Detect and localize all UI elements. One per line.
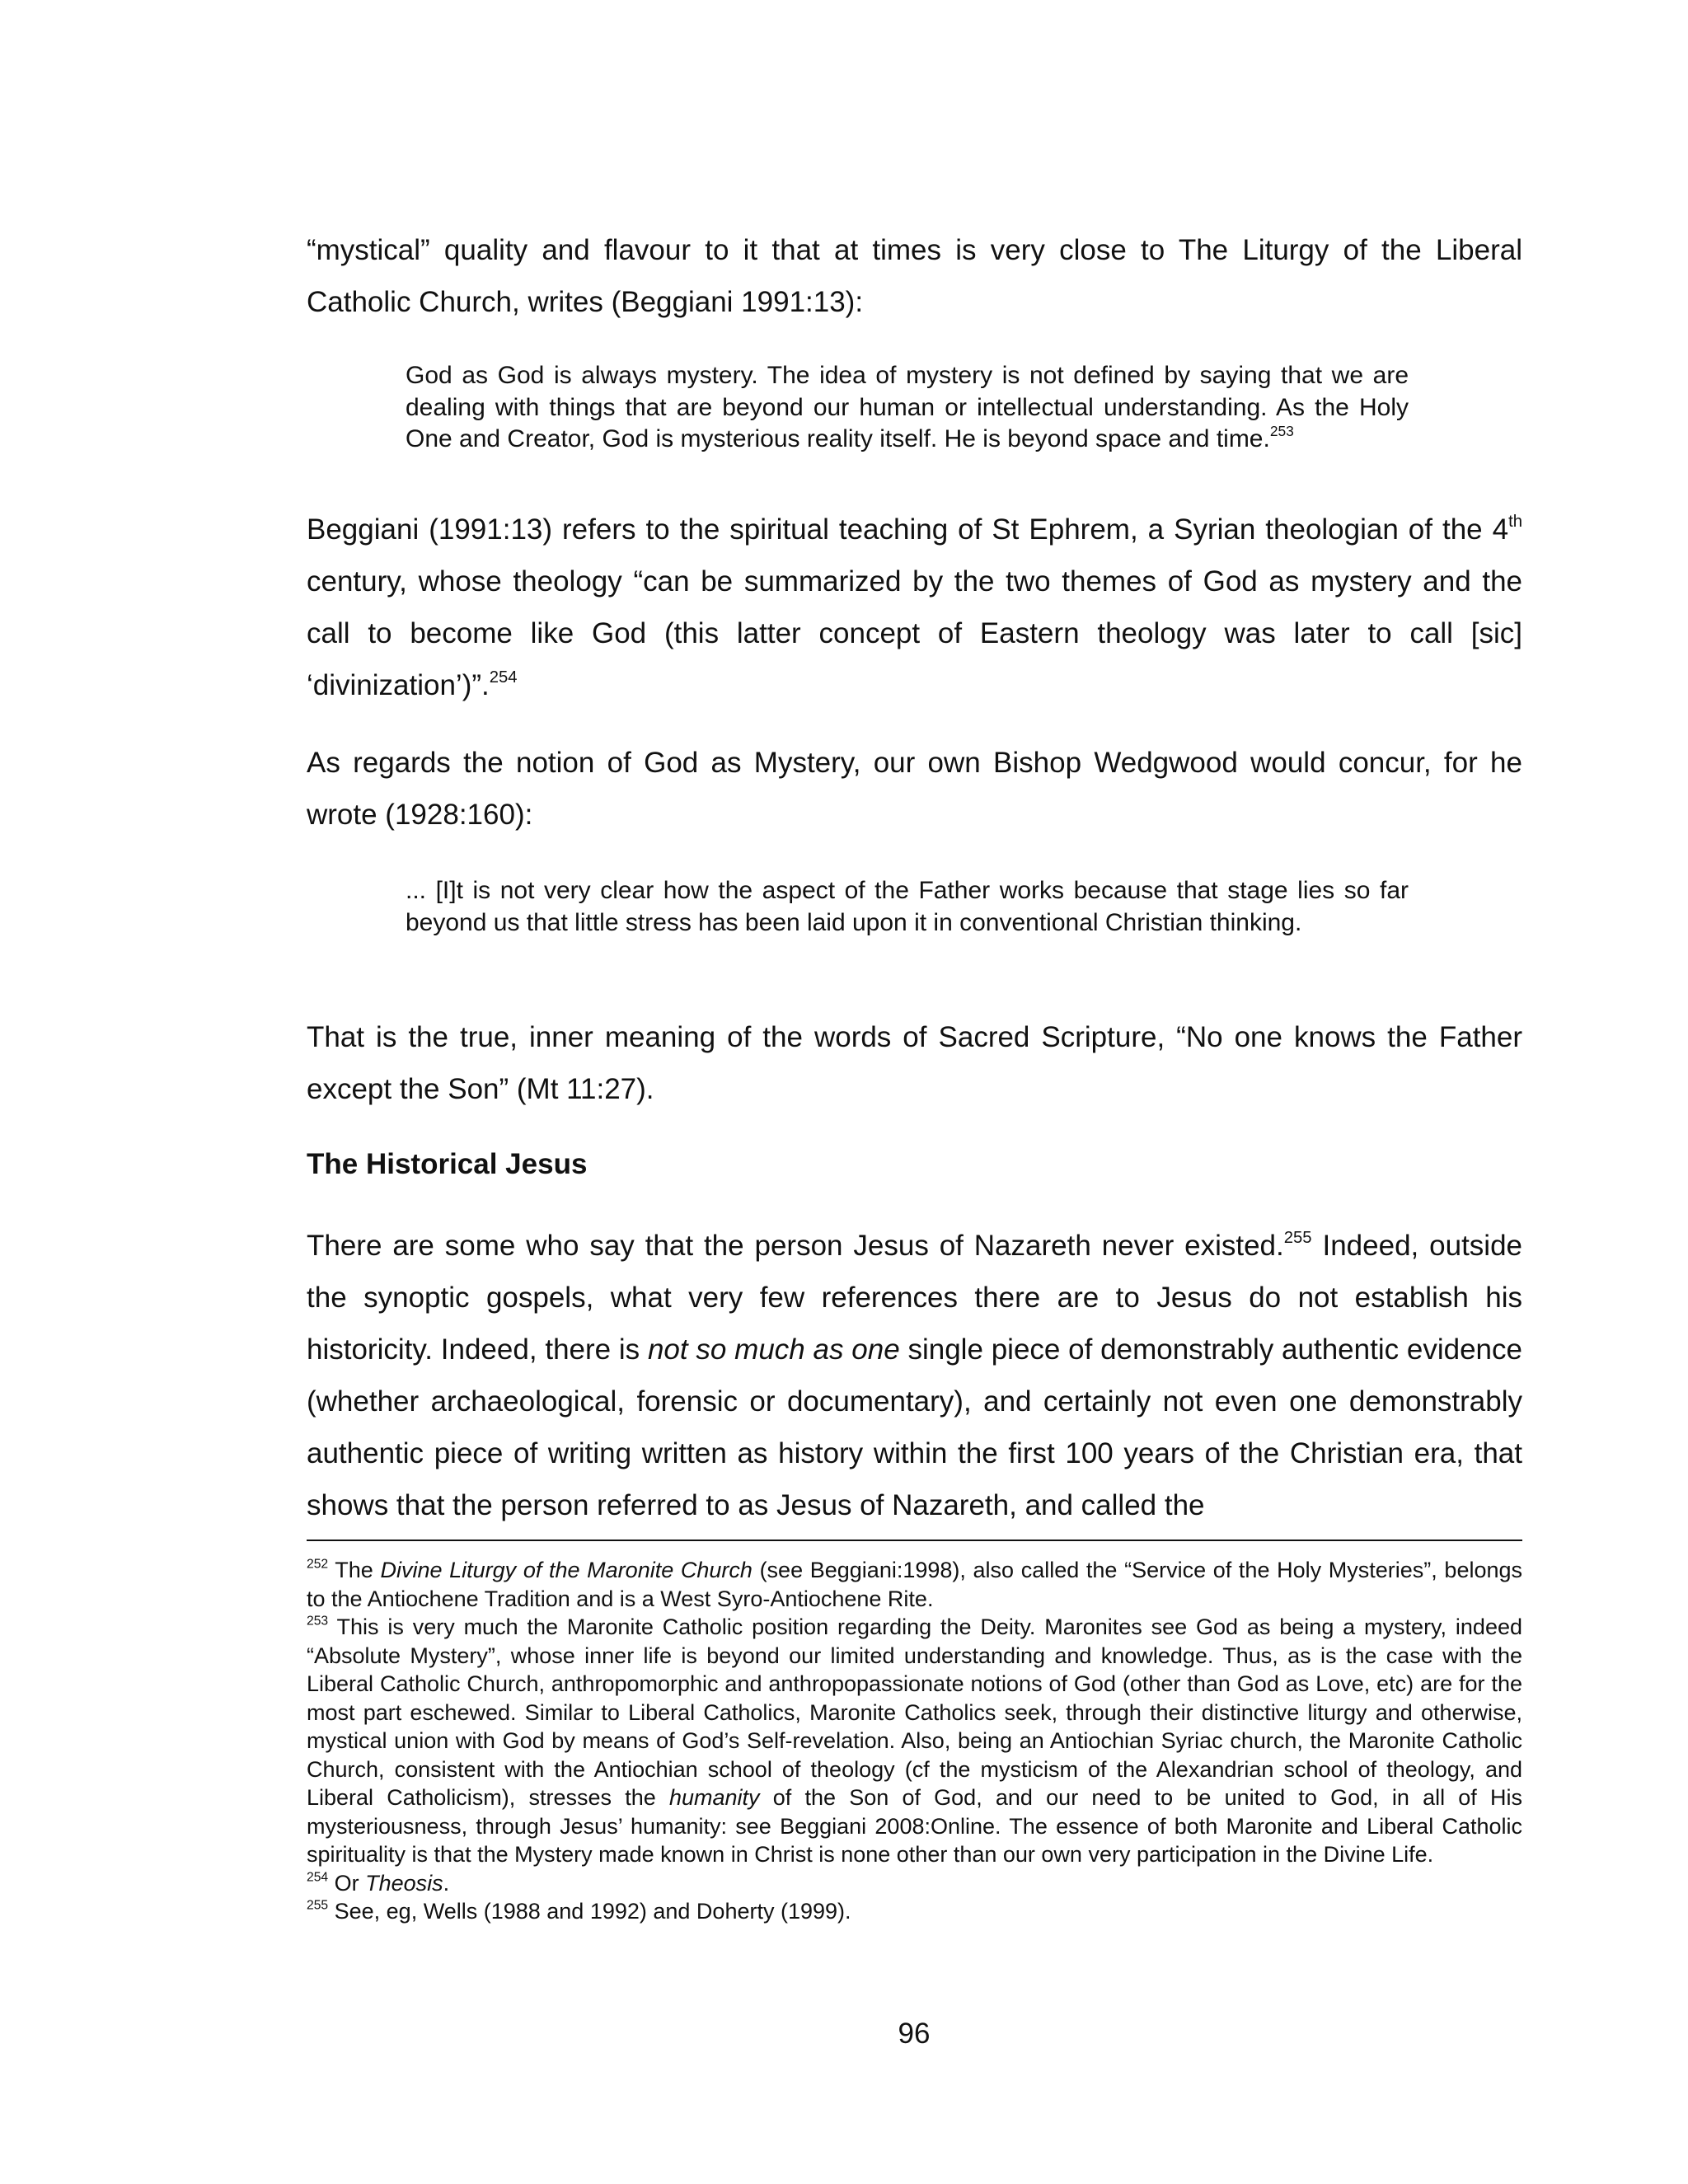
footnote-number: 254 xyxy=(307,1869,329,1884)
page-number: 96 xyxy=(898,2018,931,2050)
paragraph-wedgwood: As regards the notion of God as Mystery, our own Bishop Wedgwood would concur, for he wrote (1928:160): xyxy=(307,747,1522,831)
block-quote-text: God as God is always mystery. The idea of mystery is not defined by saying that we are dealing with things that are beyond our human or intellectual understanding. As the Holy One and Creator, God is mysterious reality itself. He is beyond space and time. xyxy=(406,362,1409,452)
footnotes-section xyxy=(307,1556,1522,1926)
footnote-252: $^{252}$ The Divine Liturgy of the Maronite Church (see Beggiani:1998), also called the “Service of the Holy Mysteries”, belongs to the Antiochene Tradition and is a West Syro-Antiochene Rite. xyxy=(307,1557,1523,1611)
section-heading: The Historical Jesus xyxy=(307,1148,588,1180)
paragraph-sacred-scripture: That is the true, inner meaning of the words of Sacred Scripture, “No one knows the Father except the Son” (Mt 11:27). xyxy=(307,1021,1522,1105)
block-quote-beggiani xyxy=(406,360,1409,456)
emphasis-text: not so much as one xyxy=(647,1333,900,1366)
footnote-253: $^{253}$ This is very much the Maronite Catholic position regarding the Deity. Maronites see God as being a mystery, indeed “Absolute Mystery”, whose inner life is beyond our limited understanding and knowledge. Thus, as is the case with the Liberal Catholic Church, anthropomorphic and anthropopassionate notions of God (other than God as Love, etc) are for the most part eschewed. Similar to Liberal Catholics, Maronite Catholics seek, through their distinctive liturgy and otherwise, mystical union with God by means of God’s Self-revelation. Also, being an Antiochian Syriac church, the Maronite Catholic Church, consistent with the Antiochian school of theology (cf the mysticism of the Alexandrian school of theology, and Liberal Catholicism), stresses the humanity of the Son of God, and our need to be united to God, in all of His mysteriousness, through Jesus’ humanity: see Beggiani 2008:Online. The essence of both Maronite and Liberal Catholic spirituality is that the Mystery made known in Christ is none other than our own very participation in the Divine Life. xyxy=(307,1614,1522,1867)
ordinal-suffix: th xyxy=(1508,512,1522,531)
footnote-ref-255: 255 xyxy=(1283,1228,1312,1247)
footnote-255: $^{255}$ See, eg, Wells (1988 and 1992) and Doherty (1999). xyxy=(307,1898,851,1924)
footnote-number: 252 xyxy=(307,1557,329,1572)
footnote-number: 255 xyxy=(307,1898,329,1913)
footnote-254: $^{254}$ Or Theosis. xyxy=(307,1869,450,1896)
paragraph-st-ephrem: Beggiani (1991:13) refers to the spiritual teaching of St Ephrem, a Syrian theologian of the 4th century, whose theology “can be summarized by the two themes of God as mystery and the call to become like God (this latter concept of Eastern theology was later to call [sic] ‘divinization’)”.$^{254}$ xyxy=(307,512,1522,701)
footnote-number: 253 xyxy=(307,1614,329,1629)
block-quote-wedgwood: ... [I]t is not very clear how the aspect of the Father works because that stage lies so far beyond us that little stress has been laid upon it in conventional Christian thinking. xyxy=(406,877,1409,936)
footnote-separator xyxy=(307,1540,1522,1541)
footnote-ref-253: 253 xyxy=(1269,422,1294,439)
paragraph-intro: “mystical” quality and flavour to it that at times is very close to The Liturgy of the Liberal Catholic Church, writes (Beggiani 1991:13): xyxy=(307,234,1522,318)
paragraph-historical-jesus: There are some who say that the person Jesus of Nazareth never existed.$^{255}$ Indeed, outside the synoptic gospels, what very few references there are to Jesus do not establish his historicity. Indeed, there is not so much as one single piece of demonstrably authentic evidence (whether archaeological, forensic or documentary), and certainly not even one demonstrably authentic piece of writing written as history within the first 100 years of the Christian era, that shows that the person referred to as Jesus of Nazareth, and called the xyxy=(307,1228,1522,1521)
footnote-ref-254: 254 xyxy=(489,668,518,687)
